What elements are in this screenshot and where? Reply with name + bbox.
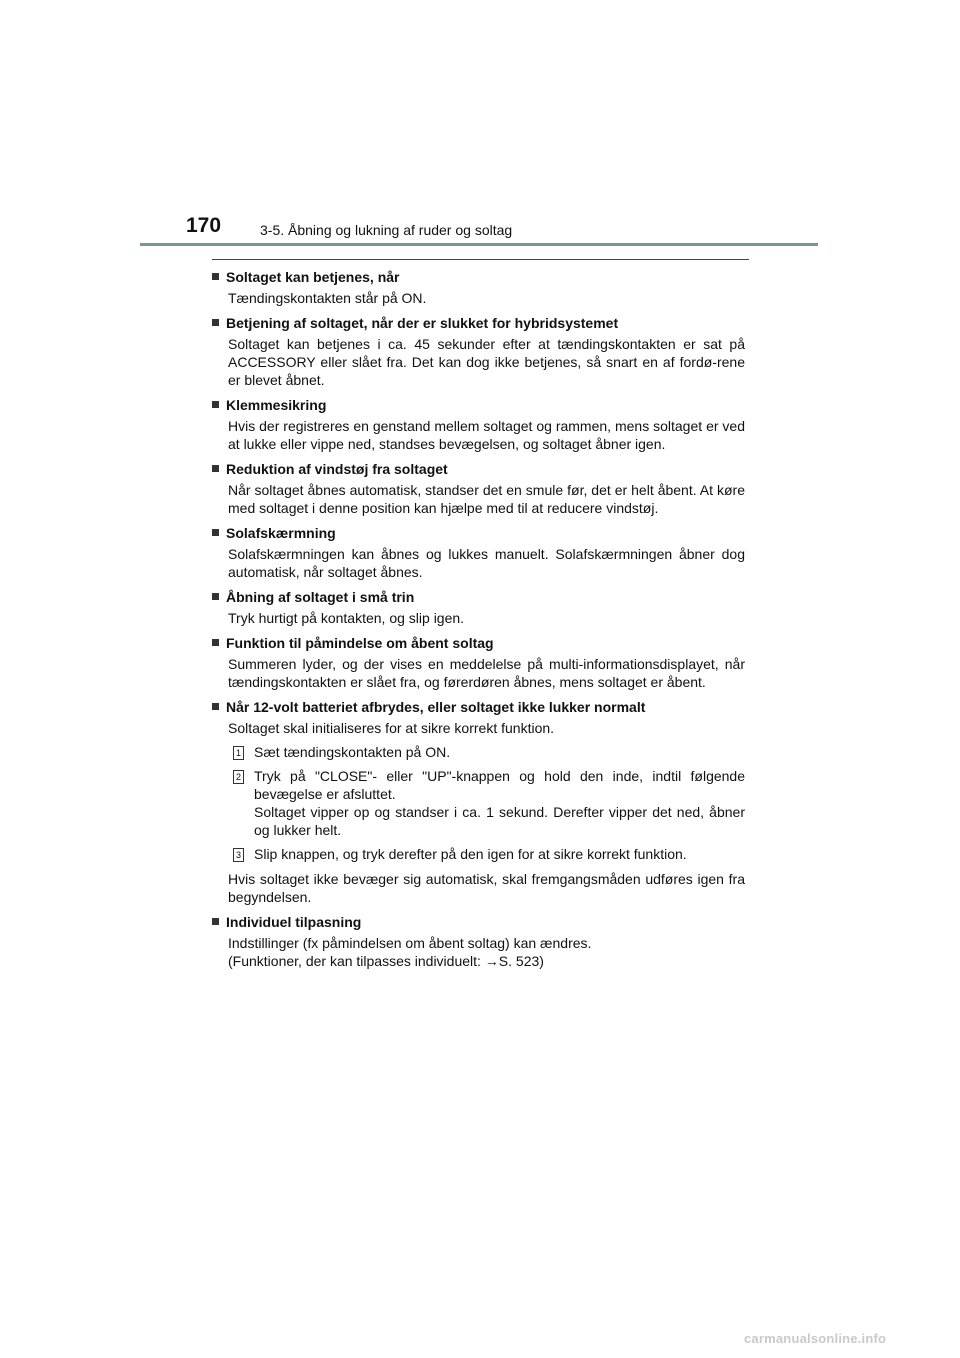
square-bullet-icon (212, 319, 219, 326)
paragraph: Tryk hurtigt på kontakten, og slip igen. (228, 610, 465, 626)
section-wind-noise (212, 460, 745, 517)
paragraph: Når soltaget åbnes automatisk, standser det en smule før, det er helt åbent. At køre med soltaget i denne position kan hjælpe med til at reducere vindstøj. (228, 482, 745, 516)
section-heading (212, 396, 745, 414)
square-bullet-icon (212, 465, 219, 472)
heading-text: Betjening af soltaget, når der er slukket for hybridsystemet (226, 315, 619, 331)
heading-text: Klemmesikring (226, 397, 327, 413)
section-heading (212, 268, 745, 286)
step-text: Sæt tændingskontakten på ON. (254, 744, 451, 760)
step-text (254, 767, 745, 839)
paragraph: Solafskærmningen kan åbnes og lukkes manuelt. Solafskærmningen åbner dog automatisk, når soltaget åbnes. (228, 546, 745, 580)
content-rule (212, 259, 749, 260)
page-number: 170 (186, 214, 222, 237)
section-heading (212, 588, 745, 606)
square-bullet-icon (212, 639, 219, 646)
section-initialization (212, 698, 745, 906)
section-heading (212, 460, 745, 478)
step-list (228, 743, 745, 863)
section-open-reminder (212, 634, 745, 691)
heading-text: Funktion til påmindelse om åbent soltag (226, 635, 494, 651)
section-operation-after-off (212, 314, 745, 389)
paragraph: Hvis soltaget ikke bevæger sig automatisk, skal fremgangsmåden udføres igen fra begyndelsen. (228, 871, 745, 905)
paragraph: Tændingskontakten står på ON. (228, 290, 427, 306)
step-number-box: 3 (233, 848, 244, 862)
heading-text: Solafskærmning (226, 525, 336, 541)
step-item (233, 743, 745, 761)
section-heading (212, 913, 745, 931)
square-bullet-icon (212, 918, 219, 925)
section-sunshade (212, 524, 745, 581)
square-bullet-icon (212, 273, 219, 280)
step-main-text: Tryk på "CLOSE"- eller "UP"-knappen og hold den inde, indtil følgende bevægelse er afsluttet. (254, 768, 745, 802)
heading-text: Reduktion af vindstøj fra soltaget (226, 461, 448, 477)
step-item (233, 767, 745, 839)
paragraph (228, 934, 745, 970)
heading-text: Soltaget kan betjenes, når (226, 269, 400, 285)
section-operable (212, 268, 745, 307)
square-bullet-icon (212, 401, 219, 408)
square-bullet-icon (212, 703, 219, 710)
section-heading (212, 314, 745, 332)
step-sub-text: Soltaget vipper op og standser i ca. 1 sekund. Derefter vipper det ned, åbner og lukker helt. (254, 804, 745, 838)
section-customization (212, 913, 745, 970)
watermark: carmanualsonline.info (744, 1331, 887, 1346)
paragraph-text: Indstillinger (fx påmindelsen om åbent soltag) kan ændres. (228, 935, 592, 951)
heading-text: Åbning af soltaget i små trin (226, 589, 415, 605)
section-heading (212, 698, 745, 716)
section-title: 3-5. Åbning og lukning af ruder og soltag (260, 222, 513, 238)
section-heading (212, 634, 745, 652)
step-number-box: 1 (233, 746, 244, 760)
step-item (233, 845, 745, 863)
paragraph: Hvis der registreres en genstand mellem soltaget og rammen, mens soltaget er ved at lukke eller vippe ned, standses bevægelsen, og soltaget åbner igen. (228, 418, 745, 452)
section-heading (212, 524, 745, 542)
step-number-box: 2 (233, 770, 244, 784)
heading-text: Når 12-volt batteriet afbrydes, eller soltaget ikke lukker normalt (226, 699, 646, 715)
content (212, 268, 745, 977)
paragraph: Summeren lyder, og der vises en meddelelse på multi-informationsdisplayet, når tændingskontakten er slået fra, og førerdøren åbnes, mens soltaget er åbent. (228, 656, 745, 690)
square-bullet-icon (212, 529, 219, 536)
square-bullet-icon (212, 593, 219, 600)
page-reference: (Funktioner, der kan tilpasses individuelt: →S. 523) (228, 953, 544, 969)
section-small-steps (212, 588, 745, 627)
header-rule (140, 243, 818, 246)
heading-text: Individuel tilpasning (226, 914, 362, 930)
step-text: Slip knappen, og tryk derefter på den igen for at sikre korrekt funktion. (254, 846, 687, 862)
paragraph: Soltaget kan betjenes i ca. 45 sekunder efter at tændingskontakten er sat på ACCESSORY eller slået fra. Det kan dog ikke betjenes, så snart en af fordø-rene er blevet åbnet. (228, 336, 745, 388)
paragraph: Soltaget skal initialiseres for at sikre korrekt funktion. (228, 720, 555, 736)
section-jam-protection (212, 396, 745, 453)
